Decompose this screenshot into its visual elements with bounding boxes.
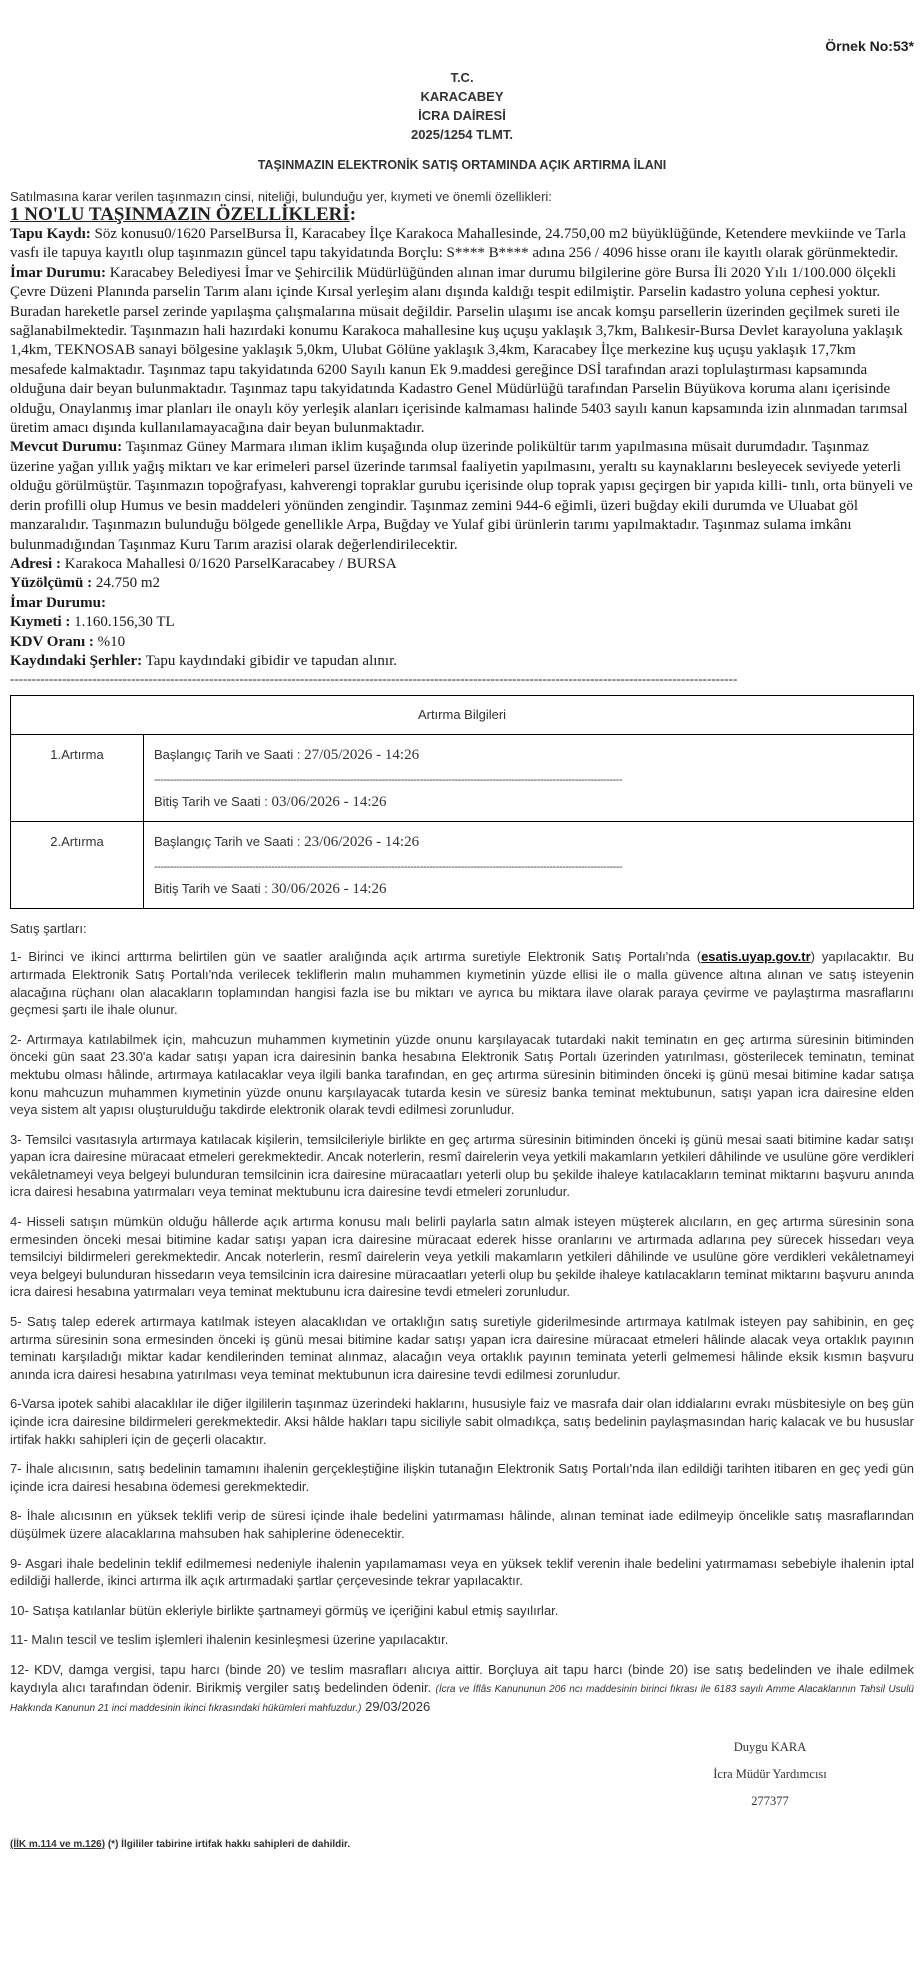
condition-8: 8- İhale alıcısının en yüksek teklifi verip de süresi içinde ihale bedelini yatırmaması hâlinde, alınan teminat iade edilmeyip öncelikle satış masraflarından düşülmek üzere alacaklarına mahsuben hak sahiplerine ödenecektir. xyxy=(10,1508,914,1541)
artirma-table-title: Artırma Bilgileri xyxy=(11,696,914,735)
serhler-label: Kaydındaki Şerhler: xyxy=(10,652,143,669)
header-tc: T.C. xyxy=(450,70,474,85)
signer-title: İcra Müdür Yardımcısı xyxy=(713,1766,827,1781)
signer-name: Duygu KARA xyxy=(733,1739,807,1754)
artirma-2-dates xyxy=(144,822,914,909)
kdv-label: KDV Oranı : xyxy=(10,633,94,650)
artirma-2-start xyxy=(154,834,903,851)
condition-12-text: 12- KDV, damga vergisi, tapu harcı (binde 20) ve teslim masrafları alıcıya aittir. Borçluya ait tapu harcı (binde 20) ise satış bedelinden ve ihale edilmek kaydıyla alıcı tarafından ödenir. Birikmiş vergiler satış bedelinden ödenir. xyxy=(10,1661,914,1695)
section-title xyxy=(10,205,914,225)
kdv-text: %10 xyxy=(97,633,126,650)
artirma-2-start-value: 23/06/2026 - 14:26 xyxy=(304,834,420,851)
header-office: İCRA DAİRESİ xyxy=(418,108,506,123)
artirma-2-end xyxy=(154,881,903,898)
adres-text: Karakoca Mahallesi 0/1620 ParselKaracabey / BURSA xyxy=(64,555,397,572)
announcement-date: 29/03/2026 xyxy=(365,1699,431,1715)
mevcut-durumu xyxy=(10,438,914,554)
condition-9: 9- Asgari ihale bedelinin teklif edilmemesi nedeniyle ihalenin yapılamaması veya en yüksek teklif verenin ihale bedelini yatırmaması sebebiyle ihalenin iptal edildiği hallerde, ikinci artırma ilk açık artırmadaki şartlar çerçevesinde tekrar yapılacaktır. xyxy=(10,1555,914,1589)
ornek-number: Örnek No:53* xyxy=(825,38,914,54)
tapu-kaydi xyxy=(10,225,914,264)
kiymeti xyxy=(10,613,914,632)
artirma-2-end-label: Bitiş Tarih ve Saati : xyxy=(154,881,268,897)
kiymeti-label: Kıymeti : xyxy=(10,614,71,631)
kdv-orani xyxy=(10,633,914,652)
document-header xyxy=(10,68,914,144)
table-row xyxy=(11,735,914,822)
satis-sartlari-title: Satış şartları: xyxy=(10,921,87,937)
adres xyxy=(10,555,914,574)
imar-durumu-2 xyxy=(10,594,914,613)
condition-1 xyxy=(10,948,914,1018)
imar-label: İmar Durumu: xyxy=(10,264,106,281)
header-file-number: 2025/1254 TLMT. xyxy=(411,127,513,142)
condition-12 xyxy=(10,1661,914,1718)
imar-text: Karacabey Belediyesi İmar ve Şehircilik Müdürlüğünden alınan imar durumu bilgilerine göre Bursa İli 2020 Yılı 1/100.000 ölçekli Çevre Düzeni Planında parselin Tarım alanı içinde Kırsal yerleşim alanı dışında kaldığı tespit edilmiştir. Parselin kadastro yoluna cephesi yoktur. Buradan hareketle parsel zerinde yapılaşma çalışmalarına müsait değildir. Parselin ulaşımı ise ancak komşu parsellerin üzerinden geçilmek sureti ile sağlanabilmektedir. Taşınmazın hali hazırdaki konumu Karakoca mahallesine kuş uçuşu yaklaşık 3,7km, Balıkesir-Bursa Devlet karayoluna yaklaşık 1,4km, TEKNOSAB sanayi bölgesine yaklaşık 5,0km, Ulubat Gölüne yaklaşık 3,4km, Karacabey İlçe merkezine kuş uçuşu yaklaşık 17,7km mesafede kalmaktadır. Taşınmaz tapu takyidatında 6200 Sayılı kanun Ek 9.maddesi gereğince DSİ tarafından arazi toplulaştırması kapsamında olduğuna dair beyan bulunmaktadır. Taşınmaz tapu takyidatında Kadastro Genel Müdürlüğü tarafından Parselin Büyükova koruma alanı içerisinde olduğu, Onaylanmış imar planları ile onaylı köy yerleşik alanları içerisinde kalmaması halinde 5403 sayılı kanun kapsamında izin alınmadan tarımsal üretim amacı dışında kullanılamayacağına dair beyan bulunmaktadır. xyxy=(10,264,908,437)
table-row xyxy=(11,822,914,909)
condition-4: 4- Hisseli satışın mümkün olduğu hâllerde açık artırma konusu malı belirli paylarla satın almak isteyen müşterek alıcıların, en geç artırma süresinin sona ermesinden önceki mesai bitimine kadar satışı yapan icra dairesine müracaat ederek hisse oranlarını ve artırmada adlarına pey sürecek hissedarı veya temsilciyi bildirmeleri gerekmektedir. Ancak noterlerin, resmî dairelerin veya yetkili makamların yetkileri dâhilinde ve usulüne göre verdikleri vekâletnameyi veya belgeyi bulunduran hissedarın veya temsilcinin icra dairesine müracaatları yeterli olup bu şekilde ihaleye katılacakların teminat miktarını başvuru anında icra dairesi hesabına yatırmaları veya teminat mektubunu icra dairesine tevdi etmeleri zorunludur. xyxy=(10,1214,914,1300)
esatis-link[interactable]: esatis.uyap.gov.tr xyxy=(701,949,811,965)
serhler-text: Tapu kaydındaki gibidir ve tapudan alınır. xyxy=(145,652,397,669)
artirma-1-start xyxy=(154,747,903,764)
condition-12-note: (İcra ve İflâs Kanununun 206 ncı maddesinin birinci fıkrası ile 6183 sayılı Amme Alacaklarının Tahsil Usulü Hakkında Kanunun 21 inci maddesinin ikinci fıkrasındaki hükümleri mahfuzdur.) xyxy=(10,1683,914,1715)
kiymeti-text: 1.160.156,30 TL xyxy=(74,614,175,631)
adres-label: Adresi : xyxy=(10,555,61,572)
artirma-1-start-value: 27/05/2026 - 14:26 xyxy=(304,747,420,764)
artirma-2-start-label: Başlangıç Tarih ve Saati : xyxy=(154,834,301,850)
artirma-table xyxy=(10,695,914,909)
yuzolcumu xyxy=(10,574,914,593)
artirma-2-separator: ---------------------------------------------------------------------------------------------------------------------------------------------------- xyxy=(154,861,623,874)
condition-3: 3- Temsilci vasıtasıyla artırmaya katılacak kişilerin, temsilcileriyle birlikte en geç artırma süresinin bitiminden önceki iş günü mesai saati bitimine kadar satışı yapan icra dairesine müracaat etmeleri gerekmektedir. Ancak noterlerin, resmî dairelerin veya yetkili makamların yetkileri dâhilinde ve usulüne göre verdikleri vekâletnameyi veya belgeyi bulunduran temsilcinin icra dairesine müracaatları yeterli olup bu şekilde ihaleye katılacakların teminat miktarını başvuru anında icra dairesi hesabına yatırmaları veya teminat mektubunu icra dairesine tevdi etmeleri zorunludur. xyxy=(10,1131,914,1200)
artirma-2-end-value: 30/06/2026 - 14:26 xyxy=(271,881,387,898)
artirma-2-label: 2.Artırma xyxy=(11,822,144,909)
condition-10: 10- Satışa katılanlar bütün ekleriyle birlikte şartnameyi görmüş ve içeriğini kabul etmiş sayılırlar. xyxy=(10,1602,559,1618)
condition-6: 6-Varsa ipotek sahibi alacaklılar ile diğer ilgililerin taşınmaz üzerindeki haklarını, hususiyle faiz ve masrafa dair olan iddialarını evrakı müsbitesiyle on beş gün içinde icra dairesine bildirmeleri gerekmektedir. Aksi hâlde hakları tapu siciliyle sabit olmadıkça, satış bedelinin paylaşmasından hariç kalacak ve bu hususlar irtifak hakkı sahipleri için de geçerli olacaktır. xyxy=(10,1396,914,1447)
condition-1-post: ) yapılacaktır. Bu artırmada Elektronik Satış Portalı'nda verilecek tekliflerin malın muhammen kıymetinin yüzde ellisi ile o malla güvence altına alınan ve satış isteyenin alacağına rüçhanı olan alacakların toplamından hangisi fazla ise bu miktarı ve ayrıca bu miktara ilave olarak paraya çevirme ve paylaştırma masraflarını geçmesi şartı ile ihale olunur. xyxy=(10,949,914,1018)
section-title-text: 1 NO'LU TAŞINMAZIN ÖZELLİKLERİ xyxy=(10,204,350,225)
condition-11: 11- Malın tescil ve teslim işlemleri ihalenin kesinleşmesi üzerine yapılacaktır. xyxy=(10,1632,449,1648)
footer-text: (*) İlgililer tabirine irtifak hakkı sahipleri de dahildir. xyxy=(107,1838,351,1850)
artirma-1-end xyxy=(154,794,903,811)
signature-block xyxy=(650,1734,890,1815)
condition-5: 5- Satış talep ederek artırmaya katılmak isteyen alacaklıdan ve ortaklığın satış suretiyle giderilmesinde artırmaya katılmak isteyen pay sahibinin, en geç artırma süresinin sona ermesinden önceki iş günü mesai bitimine kadar satışı yapan icra dairesine müracaat etmeleri hâlinde alacak veya ortaklık payının teminatı karşıladığı miktar kadar kendilerinden teminat alınmaz, alacağın veya ortaklık payının teminata yeterli gelmemesi hâlinde eksik kısmın başvuru anında icra dairesi hesabına yatırılması veya teminat mektubunun icra dairesine tevdi edilmesi zorunludur. xyxy=(10,1314,914,1382)
header-city: KARACABEY xyxy=(420,89,504,104)
condition-1-pre: 1- Birinci ve ikinci arttırma belirtilen gün ve saatler aralığında açık artırma suretiyle Elektronik Satış Portalı'nda ( xyxy=(10,949,702,965)
condition-7: 7- İhale alıcısının, satış bedelinin tamamını ihalenin gerçekleştiğine ilişkin tutanağın Elektronik Satış Portalı'nda ilan edildiği tarihten itibaren en geç yedi gün içinde icra dairesi hesabına ödemesi gerekmektedir. xyxy=(10,1461,914,1494)
separator-line: ------------------------------------------------------------------------------------------------------------------------------------------------------------------------ xyxy=(10,671,738,687)
artirma-1-end-value: 03/06/2026 - 14:26 xyxy=(271,794,387,811)
artirma-1-separator: ---------------------------------------------------------------------------------------------------------------------------------------------------- xyxy=(154,774,623,787)
kaydindaki-serhler xyxy=(10,652,914,671)
section-title-colon: : xyxy=(349,204,357,225)
mevcut-text: Taşınmaz Güney Marmara ılıman iklim kuşağında olup üzerinde polikültür tarım yapılmasına müsait durumdadır. Taşınmaz üzerine yağan yıllık yağış miktarı ve kar erimeleri parsel üzerinde tarımsal faaliyetin yapılmasını, yeraltı su kaynaklarını besleyecek seviyede yeterli olduğu görülmüştür. Taşınmazın topoğrafyası, kahverengi topraklar gurubu içerisinde olup toprak yapısı geçirgen bir yapıda killi- tınlı, orta bünyeli ve derin profilli olup Humus ve besin maddeleri yönünden zengindir. Taşınmaz zemini 944-6 eğimli, üzeri buğday ekili durumda ve Uluabat göl manzaralıdır. Taşınmazın bulunduğu bölgede genellikle Arpa, Buğday ve Yulaf gibi ürünlerin tarımı yapılmaktadır. Taşınmaz sulama imkânı bulunmadığından Taşınmaz Kuru Tarım arazisi olarak değerlendirilecektir. xyxy=(10,439,913,553)
artirma-1-end-label: Bitiş Tarih ve Saati : xyxy=(154,794,268,810)
artirma-1-dates xyxy=(144,735,914,822)
yuzolcumu-label: Yüzölçümü : xyxy=(10,575,93,592)
footer-note xyxy=(10,1839,914,1850)
tapu-text: Söz konusu0/1620 ParselBursa İl, Karacabey İlçe Karakoca Mahallesinde, 24.750,00 m2 büyüklüğünde, Ketendere mevkiinde ve Tarla vasfı ile tapuya kayıtlı olup taşınmazın güncel tapu takyidatında Borçlu: S**** B**** adına 256 / 4096 hisse oranı ile kayıtlı olarak görünmektedir. xyxy=(10,226,906,262)
yuzolcumu-text: 24.750 m2 xyxy=(95,575,161,592)
artirma-1-start-label: Başlangıç Tarih ve Saati : xyxy=(154,747,301,763)
mevcut-label: Mevcut Durumu: xyxy=(10,439,123,456)
document-page xyxy=(10,0,914,1850)
artirma-1-label: 1.Artırma xyxy=(11,735,144,822)
intro-text: Satılmasına karar verilen taşınmazın cinsi, niteliği, bulunduğu yer, kıymeti ve önemli özellikleri: xyxy=(10,189,552,204)
footer-ref: (İİK m.114 ve m.126) xyxy=(10,1838,106,1850)
imar2-label: İmar Durumu: xyxy=(10,594,106,611)
signer-number: 277377 xyxy=(751,1793,789,1808)
tapu-label: Tapu Kaydı: xyxy=(10,226,91,242)
property-details xyxy=(10,225,914,671)
imar-durumu xyxy=(10,264,914,439)
condition-2: 2- Artırmaya katılabilmek için, mahcuzun muhammen kıymetinin yüzde onunu karşılayacak tutardaki nakit teminatın en geç artırma süresinin bitiminden önceki gün saat 23.30'a kadar satışı yapan icra dairesinin banka hesabına Elektronik Satış Portalı üzerinden yatırılması, gösterilecek teminatın, teminat mektubu olması hâlinde, artırmaya katılacaklar veya ilgili banka tarafından, en geç artırma süresinin bitiminden önceki iş günü mesai bitimine kadar satışa konu mahcuzun muhammen kıymetinin yüzde onunu karşılayacak tutarda kesin ve süresiz banka teminat mektubunun, satışı yapan icra dairesine elden veya sistem alt yapısı oluşturulduğu takdirde elektronik olarak tevdi edilmesi zorunludur. xyxy=(10,1031,914,1118)
announcement-title: TAŞINMAZIN ELEKTRONİK SATIŞ ORTAMINDA AÇIK ARTIRMA İLANI xyxy=(257,158,667,172)
